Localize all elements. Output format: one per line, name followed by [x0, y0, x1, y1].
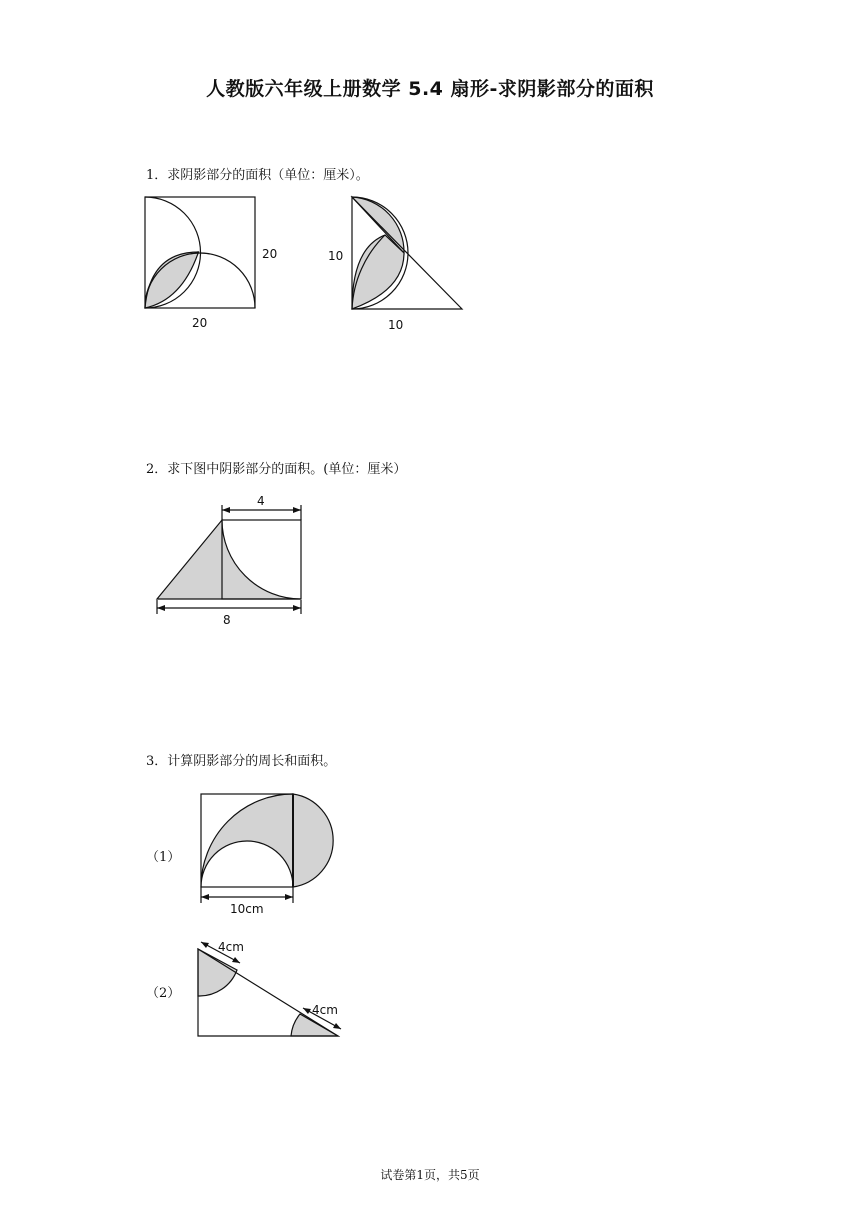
q3-part-1-label: （1） — [146, 850, 181, 865]
q3-part-1-figure — [195, 785, 355, 920]
question-2-number: 2． — [146, 462, 168, 477]
q3p2-right-triangle — [198, 949, 338, 1036]
q2-top-arrow-left — [222, 507, 230, 513]
q1a-side-label: 20 — [262, 247, 278, 261]
q3p2-shaded-sector-top — [198, 949, 237, 996]
q2-shaded-region — [157, 520, 301, 599]
page-title: 人教版六年级上册数学 5.4 扇形-求阴影部分的面积 — [206, 78, 654, 100]
q3-part-2-figure — [190, 935, 355, 1045]
q3p1-arrow-right — [285, 894, 293, 900]
question-1 — [146, 164, 369, 183]
q2-bottom-arrow-left — [157, 605, 165, 611]
q2-bottom-arrow-right — [293, 605, 301, 611]
q3p1-dim-label: 10cm — [230, 902, 264, 916]
page-footer: 试卷第1页，共5页 — [380, 1168, 480, 1182]
q3p2-dim-label-2: 4cm — [312, 1003, 338, 1017]
question-2 — [146, 458, 406, 477]
q1-figure-a — [140, 190, 290, 340]
q3p1-shaded-semicircle — [293, 794, 333, 887]
question-3-text: 计算阴影部分的周长和面积。 — [167, 754, 337, 769]
q1a-bottom-label: 20 — [192, 316, 208, 330]
question-3 — [146, 750, 336, 769]
q1b-side-label: 10 — [328, 249, 344, 263]
q3p2-shaded-sector-bottom — [291, 1014, 338, 1036]
q3p2-arrow-2b — [333, 1023, 341, 1029]
q2-bottom-label: 8 — [223, 613, 231, 627]
question-2-text: 求下图中阴影部分的面积。(单位：厘米） — [167, 462, 407, 477]
question-3-number: 3． — [146, 754, 168, 769]
q3p1-shaded-crescent — [201, 794, 293, 887]
question-1-text: 求阴影部分的面积（单位：厘米）。 — [167, 168, 369, 183]
q3p2-dim-label-1: 4cm — [218, 940, 244, 954]
question-1-number: 1． — [146, 168, 168, 183]
q3p2-arrow-2a — [303, 1008, 311, 1014]
q1-figure-b — [325, 190, 470, 340]
q2-top-arrow-right — [293, 507, 301, 513]
q1b-bottom-label: 10 — [388, 318, 404, 332]
q3p1-arrow-left — [201, 894, 209, 900]
q2-figure — [150, 490, 310, 630]
q3-part-2-label: （2） — [146, 986, 181, 1001]
q2-top-label: 4 — [257, 494, 265, 508]
